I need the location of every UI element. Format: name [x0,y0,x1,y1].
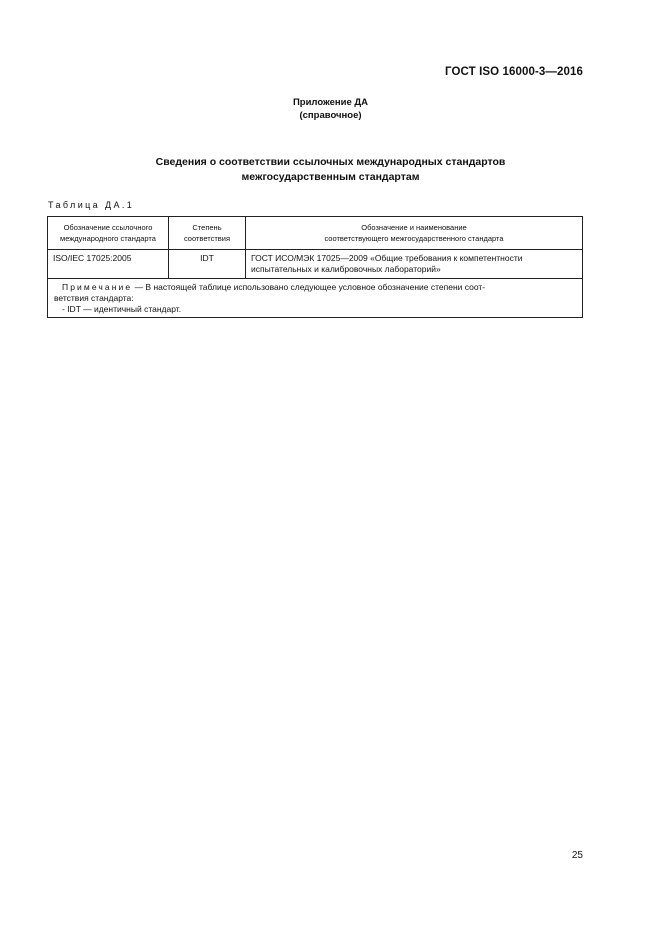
table-note-row [48,279,583,318]
correspondence-table [47,216,583,318]
header-text: Обозначение и наименование [361,223,467,232]
note-item: - IDT — идентичный стандарт. [62,304,182,314]
title-line-2: межгосударственным стандартам [241,171,420,183]
header-text: Обозначение ссылочного [63,223,153,232]
section-title [0,155,661,185]
title-line-1: Сведения о соответствии ссылочных международных стандартов [155,156,506,168]
document-code: ГОСТ ISO 16000-3—2016 [445,66,583,78]
header-text: соответствующего межгосударственного стандарта [324,234,504,243]
table-header-row [48,217,583,250]
header-text: соответствия [183,234,231,243]
table-note [48,279,583,318]
appendix-heading [0,96,661,122]
header-intl-standard [48,217,169,250]
cell-intl-standard: ISO/IEC 17025:2005 [48,250,169,279]
note-text: — В настоящей таблице использовано следующее условное обозначение степени соот- [132,282,486,292]
cell-text: ГОСТ ИСО/МЭК 17025—2009 «Общие требования к компетентности [251,253,523,263]
cell-interstate-standard [246,250,583,279]
cell-degree: IDT [169,250,246,279]
note-label: Примечание [62,282,133,292]
appendix-type: (справочное) [299,110,362,121]
cell-text: испытательных и калибровочных лабораторий» [251,264,441,274]
note-line-1 [54,282,576,293]
table-caption: Таблица ДА.1 [48,200,135,210]
header-text: Степень [192,223,222,232]
page-number: 25 [571,850,583,861]
header-text: международного стандарта [60,234,156,243]
appendix-name: Приложение ДА [292,97,369,108]
note-line-2: ветствия стандарта: [54,293,134,303]
table-row [48,250,583,279]
header-interstate-standard [246,217,583,250]
header-degree [169,217,246,250]
